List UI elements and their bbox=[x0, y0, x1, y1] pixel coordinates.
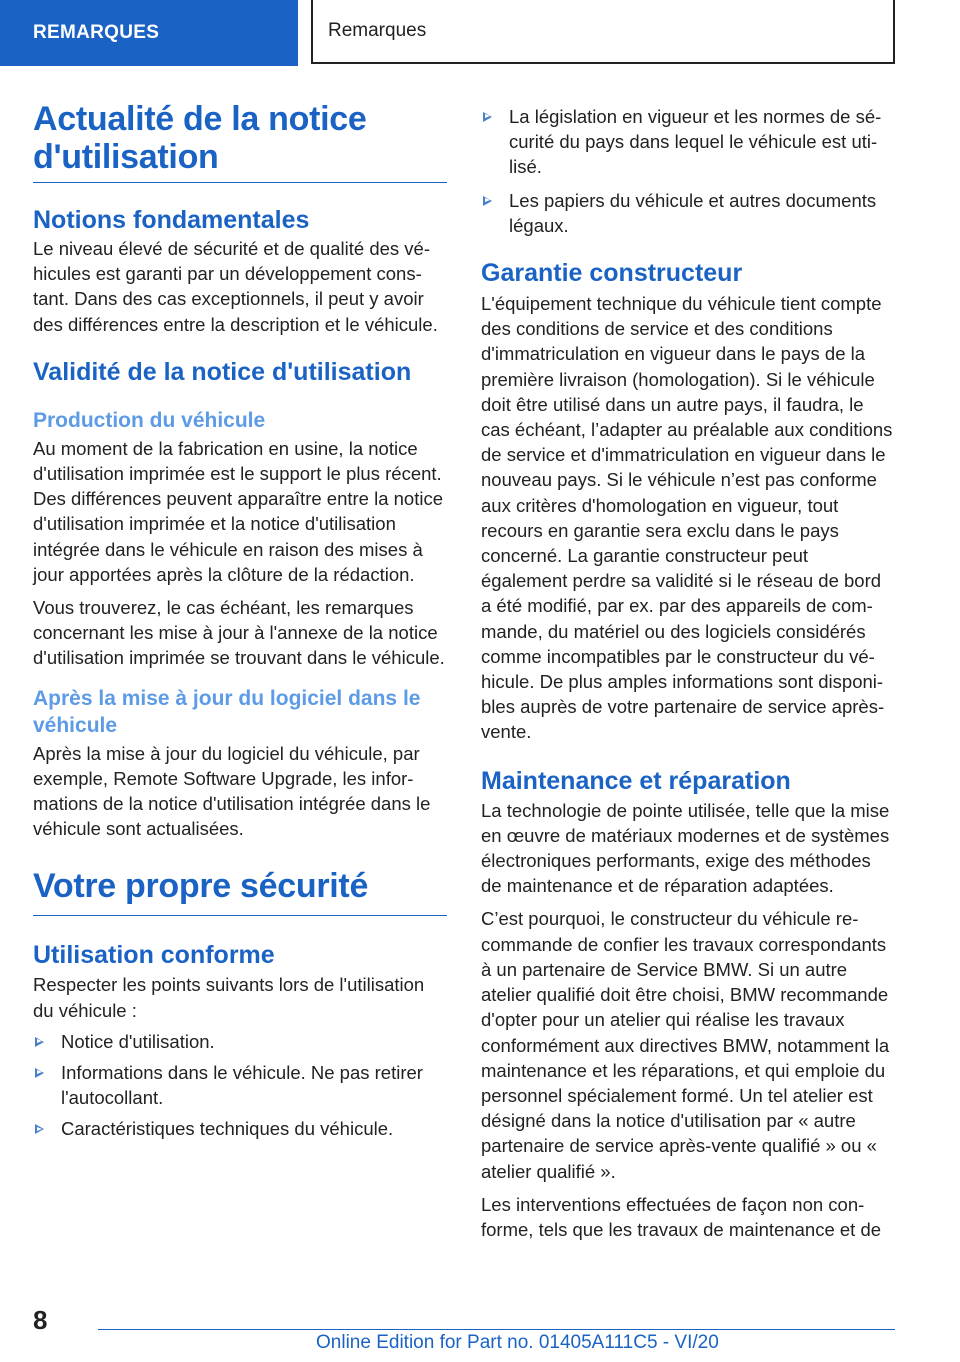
paragraph-production-1: Au moment de la fabrication en usine, la notice d'utilisation imprimée est le support le plus récent. Des différences peuvent apparaître entre la notice d'utilisation imprimée et la notice d'utilisation intégrée dans le véhicule en raison des mises à jour apportées après la clôture de la rédaction. bbox=[33, 437, 443, 585]
paragraph-maintenance-1: La technologie de pointe utilisée, telle que la mise en œuvre de matériaux modernes et de systèmes électroniques performants, exige des méthodes de maintenance et de réparation adaptées. bbox=[481, 799, 890, 897]
list-item: Caractéristiques techniques du véhicule. bbox=[33, 1116, 447, 1141]
list-item: Notice d'utilisation. bbox=[33, 1029, 447, 1054]
paragraph-maintenance-2: C’est pourquoi, le constructeur du véhicule recommande de confier les travaux correspondants à un partenaire de Service BMW. Si un autre atelier qualifié doit être choisi, BMW recommande d'opter pour un atelier qui réalise les travaux conformément aux directives BMW, notamment la maintenance et les réparations, et qui emploie du personnel spécialement formé. Un tel atelier est désigné dans la notice d'utilisation par « autre partenaire de service après-vente qualifié » ou « atelier qualifié ». bbox=[481, 908, 890, 1182]
triangle-bullet-icon bbox=[483, 112, 492, 122]
heading-maintenance: Maintenance et réparation bbox=[481, 766, 791, 795]
page-header bbox=[311, 0, 895, 64]
footer-edition-text: Online Edition for Part no. 01405A111C5 - VI/20 bbox=[316, 1332, 719, 1353]
heading-production: Production du véhicule bbox=[33, 408, 266, 432]
section-title-securite: Votre propre sécurité bbox=[33, 867, 447, 916]
page-number: 8 bbox=[33, 1305, 48, 1335]
paragraph-garantie: L'équipement technique du véhicule tient compte des conditions de service et des conditions d'immatriculation en vigueur dans le pays de la première livraison (homologation). Si le véhicule doit être utilisé dans un autre pays, il faudra, le cas échéant, l’adapter au préalable aux conditions de service et d'immatriculation en vigueur dans le nouveau pays. Si le véhicule n’est pas conforme aux critères d'homologation en vigueur, tout recours en garantie sera exclu dans le pays concerné. La garantie constructeur peut également perdre sa validité si le réseau de bord a été modifié, par ex. par des appareils de commande, du matériel ou des logiciels considérés comme incompatibles par le constructeur du véhicule. De plus amples informations sont disponibles auprès de votre partenaire de service après-vente. bbox=[481, 293, 893, 743]
list-item: La législation en vigueur et les normes de sécurité du pays dans lequel le véhicule est utilisé. bbox=[481, 104, 895, 180]
paragraph-maintenance-3: Les interventions effectuées de façon non conforme, tels que les travaux de maintenance et de bbox=[481, 1193, 882, 1240]
triangle-bullet-icon bbox=[35, 1037, 44, 1047]
paragraph-apres: Après la mise à jour du logiciel du véhicule, par exemple, Remote Software Upgrade, les informations de la notice d'utilisation intégrée dans le véhicule sont actualisées. bbox=[33, 742, 431, 840]
triangle-bullet-icon bbox=[35, 1124, 44, 1134]
heading-garantie: Garantie constructeur bbox=[481, 259, 743, 288]
paragraph-utilisation: Respecter les points suivants lors de l'utilisation du véhicule : bbox=[33, 974, 425, 1021]
footer-divider bbox=[98, 1329, 895, 1330]
triangle-bullet-icon bbox=[483, 196, 492, 206]
section-title-actualite: Actualité de la notice d'utilisation bbox=[33, 100, 447, 183]
chapter-tab-label: REMARQUES bbox=[33, 22, 160, 43]
requirements-list bbox=[481, 104, 895, 238]
heading-validite: Validité de la notice d'utilisation bbox=[33, 357, 412, 386]
chapter-tab bbox=[0, 0, 298, 66]
triangle-bullet-icon bbox=[35, 1068, 44, 1078]
heading-apres: Après la mise à jour du logiciel dans le véhicule bbox=[33, 686, 421, 737]
left-column bbox=[33, 100, 447, 1142]
utilisation-list bbox=[33, 1029, 447, 1142]
heading-utilisation: Utilisation conforme bbox=[33, 941, 275, 970]
list-item: Les papiers du véhicule et autres documents légaux. bbox=[481, 188, 895, 238]
right-column bbox=[481, 104, 895, 1242]
heading-notions: Notions fondamentales bbox=[33, 206, 310, 234]
paragraph-production-2: Vous trouverez, le cas échéant, les remarques concernant les mise à jour à l'annexe de la notice d'utilisation imprimée se trouvant dans le véhicule. bbox=[33, 597, 445, 669]
list-item: Informations dans le véhicule. Ne pas retirer l'autocollant. bbox=[33, 1060, 447, 1110]
paragraph-notions: Le niveau élevé de sécurité et de qualité des véhicules est garanti par un développement constant. Dans des cas exceptionnels, il peut y avoir des différences entre la description et le véhicule. bbox=[33, 238, 438, 335]
page-header-title: Remarques bbox=[328, 20, 427, 41]
